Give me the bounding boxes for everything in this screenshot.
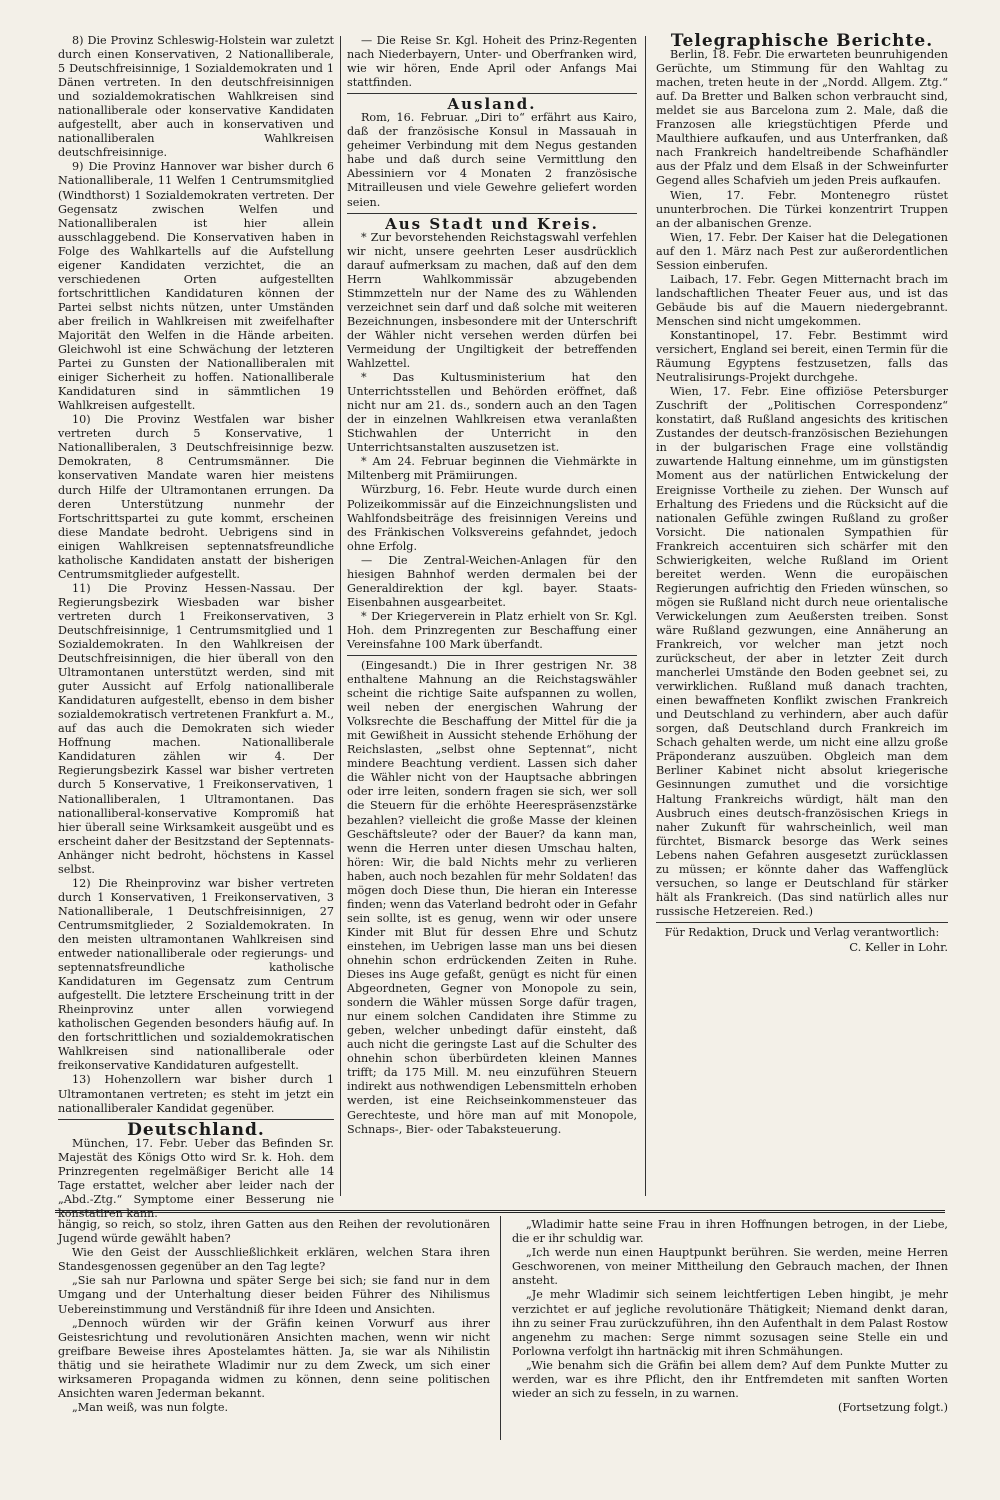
paragraph: 10) Die Provinz Westfalen war bisher vertreten durch 5 Konservative, 1 Nationalliberalen, 3 Deutschfreisinnige bezw. Demokraten, 8 Centrumsmänner. Die konservativen Mandate waren hier meistens durch Hilfe der Ultramontanen errungen. Da deren Unterstützung nunmehr der Fortschrittspartei zu gute kommt, erscheinen diese Mandate bedroht. Uebrigens sind in einigen Wahlkreisen septennatsfreundliche katholische Kandidaten anstatt der bisherigen Centrumsmitglieder aufgestellt. [58,413,334,581]
section-heading-ausland: Ausland. [447,95,537,114]
divider [347,655,637,656]
column-2 [347,34,637,1137]
paragraph: 13) Hohenzollern war bisher durch 1 Ultramontanen vertreten; es steht im jetzt ein nationalliberaler Kandidat gegenüber. [58,1073,334,1115]
paragraph: * Zur bevorstehenden Reichstagswahl verfehlen wir nicht, unsere geehrten Leser ausdrücklich darauf aufmerksam zu machen, daß auf den dem Herrn Wahlkommissär abzugebenden Stimmzetteln nur der Name des zu Wählenden verzeichnet sein darf und daß solche mit weiteren Bezeichnungen, insbesondere mit der Unterschrift der Wähler nicht versehen werden dürfen bei Vermeidung der Ungiltigkeit der betreffenden Wahlzettel. [347,230,637,371]
paragraph: „Sie sah nur Parlowna und später Serge bei sich; sie fand nur in dem Umgang und der Unterhaltung dieser beiden Führer des Nihilismus Uebereinstimmung und Verständniß für ihre Ideen und Ansichten. [58,1274,490,1316]
paragraph: „Wie benahm sich die Gräfin bei allem dem? Auf dem Punkte Mutter zu werden, war es ihre Pflicht, den ihr Entfremdeten mit sanften Worten wieder an sich zu fesseln, in zu warnen. [512,1358,948,1401]
paragraph: „Wladimir hatte seine Frau in ihren Hoffnungen betrogen, in der Liebe, die er ihr schuldig war. [512,1218,948,1246]
paragraph: Rom, 16. Februar. „Diri to“ erfährt aus Kairo, daß der französische Konsul in Massauah in geheimer Verbindung mit dem Negus gestanden habe und daß durch seine Vermittlung den Abessiniern vor 4 Monaten 2 französische Mitrailleusen und viele Gewehre geliefert worden seien. [347,111,637,209]
paragraph: „Je mehr Wladimir sich seinem leichtfertigen Leben hingibt, je mehr verzichtet er auf jegliche revolutionäre Thätigkeit; Niemand denkt daran, ihn zu seiner Frau zurückzuführen, ihn den Aufenthalt in dem Palast Rostow angenehm zu machen: Serge nimmt sozusagen seine Stelle ein und Porlowna verfolgt ihn hartnäckig mit ihren Schmähungen. [512,1288,948,1358]
paragraph: 11) Die Provinz Hessen-Nassau. Der Regierungsbezirk Wiesbaden war bisher vertreten durch 1 Freikonservativen, 3 Deutschfreisinnige, 1 Centrumsmitglied und 1 Sozialdemokraten. In den Wahlkreisen der Deutschfreisinnigen, die hier überall von den Ultramontanen unterstützt werden, sind mit guter Aussicht auf Erfolg nationalliberale Kandidaturen aufgestellt, ebenso in dem bisher sozialdemokratisch vertretenen Frankfurt a. M., auf das auch die Demokraten sich wieder Hoffnung machen. Nationalliberale Kandidaturen zählen wir 4. Der Regierungsbezirk Kassel war bisher vertreten durch 5 Konservative, 1 Freikonservativen, 1 Nationalliberalen, 1 Ultramontanen. Das nationalliberal-konservative Kompromiß hat hier überall seine Wirksamkeit ausgeübt und es erscheint daher der Besitzstand der Septennats-Anhänger nicht bedroht, höchstens in Kassel selbst. [58,581,334,876]
paragraph: — Die Reise Sr. Kgl. Hoheit des Prinz-Regenten nach Niederbayern, Unter- und Oberfranken wird, wie wir hören, Ende April oder Anfangs Mai stattfinden. [347,34,637,90]
divider [347,93,637,94]
column-3 [656,31,948,954]
divider [656,922,948,923]
paragraph: hängig, so reich, so stolz, ihren Gatten aus den Reihen der revolutionären Jugend würde gewählt haben? [58,1218,490,1246]
paragraph: München, 17. Febr. Ueber das Befinden Sr. Majestät des Königs Otto wird Sr. k. Hoh. dem Prinzregenten regelmäßiger Bericht alle 14 Tage erstattet, welcher aber leider nach der „Abd.-Ztg.“ Symptome einer Besserung nie konstatiren kann. [58,1136,334,1220]
paragraph: Konstantinopel, 17. Febr. Bestimmt wird versichert, England sei bereit, einen Termin für die Räumung Egyptens festzusetzen, falls das Neutralisirungs-Projekt durchgehe. [656,328,948,385]
column-divider [500,1216,501,1440]
column-1 [58,34,334,1221]
paragraph: Berlin, 18. Febr. Die erwarteten beunruhigenden Gerüchte, um Stimmung für den Wahltag zu machen, treten heute in der „Nordd. Allgem. Ztg.“ auf. Da Bretter und Balken schon verbraucht sind, meldet sie aus Barcelona zum 2. Male, daß die Franzosen alle kriegstüchtigen Pferde und Maulthiere aufkaufen, und aus Unterfranken, daß nach Frankreich handeltreibende Schafhändler aus der Pfalz und dem Elsaß in der Schweinfurter Gegend alles Schafvieh um jeden Preis aufkaufen. [656,48,948,188]
paragraph: 8) Die Provinz Schleswig-Holstein war zuletzt durch einen Konservativen, 2 Nationalliberale, 5 Deutschfreisinnige, 1 Sozialdemokraten und 1 Dänen vertreten. In den deutschfreisinnigen und sozialdemokratischen Wahlkreisen sind nationalliberale oder konservative Kandidaten aufgestellt, aber auch in konservativen und nationalliberalen Wahlkreisen deutschfreisinnige. [58,34,334,160]
divider [347,213,637,214]
continuation-note: (Fortsetzung folgt.) [837,1401,948,1415]
paragraph: Wien, 17. Febr. Montenegro rüstet ununterbrochen. Die Türkei konzentrirt Truppen an der albanischen Grenze. [656,188,948,230]
paragraph: Wien, 17. Febr. Eine offiziöse Petersburger Zuschrift der „Politischen Correspondenz“ konstatirt, daß Rußland angesichts des kritischen Zustandes der deutsch-französischen Beziehungen in der bulgarischen Frage eine vollständig zuwartende Haltung einnehme, um im günstigsten Moment aus der natürlichen Entwickelung der Ereignisse Vortheile zu ziehen. Der Wunsch auf Erhaltung des Friedens und die Rücksicht auf die nationalen Gefühle zwingen Rußland zu großer Vorsicht. Die nationalen Sympathien für Frankreich accentuiren sich schärfer mit den Schwierigkeiten, welche Rußland im Orient bereitet werden. Wenn die europäischen Regierungen aufrichtig den Frieden wünschen, so mögen sie Rußland nicht durch neue orientalische Verwickelungen zum Aeußersten treiben. Sonst wäre Rußland gezwungen, eine Annäherung an Frankreich, vor welcher man jetzt noch zurückscheut, der aber in letzter Zeit durch mancherlei Umstände den Boden geebnet sei, zu verwirklichen. Rußland muß danach trachten, einen bewaffneten Konflikt zwischen Frankreich und Deutschland zu verhindern, aber auch dafür sorgen, daß Deutschland durch Frankreich im Schach gehalten werde, um nicht eine allzu große Präponderanz auszuüben. Obgleich man dem Berliner Kabinet nicht absolut kriegerische Gesinnungen zumuthet und die vorsichtige Haltung Frankreichs würdigt, hält man den Ausbruch eines deutsch-französischen Kriegs in naher Zukunft für wahrscheinlich, weil man fürchtet, Bismarck besorge das Werk seines Lebens nahen Gefahren ausgesetzt zurücklassen zu müssen; er könnte daher das Waffenglück versuchen, so lange er Deutschland für stärker hält als Frankreich. (Das sind natürlich alles nur russische Hetzereien. Red.) [656,385,948,918]
paragraph: * Am 24. Februar beginnen die Viehmärkte in Miltenberg mit Prämiirungen. [347,455,637,483]
column-divider [645,36,646,1196]
paragraph: (Eingesandt.) Die in Ihrer gestrigen Nr. 38 enthaltene Mahnung an die Reichstagswähler scheint die richtige Saite aufspannen zu wollen, weil neben der energischen Wahrung der Volksrechte die Beschaffung der Mittel für die ja mit Gewißheit in Aussicht stehende Erhöhung der Reichslasten, „selbst ohne Septennat“, nicht mindere Beachtung verdient. Lassen sich daher die Wähler nicht von der Hauptsache abbringen oder irre leiten, sondern fragen sie sich, wer soll die Steuern für die erhöhte Heerespräsenzstärke bezahlen? vielleicht die große Masse der kleinen Geschäftsleute? oder der Bauer? da kann man, wenn die Herren unter diesen Umschau halten, hören: Wir, die bald Nichts mehr zu verlieren haben, auch noch bezahlen für mehr Soldaten! das mögen doch Diese thun, Die hieran ein Interesse finden; wenn das Vaterland bedroht oder in Gefahr sein sollte, ist es genug, wenn wir oder unsere Kinder mit Blut für dessen Ehre und Schutz einstehen, im Uebrigen lasse man uns bei diesen ohnehin schon erdrückenden Zeiten in Ruhe. Dieses ins Auge gefaßt, genügt es nicht für einen Abgeordneten, Gegner von Monopole zu sein, sondern die Wähler müssen Sorge dafür tragen, nur einem solchen Candidaten ihre Stimme zu geben, welcher unbedingt dafür einsteht, daß auch nicht die geringste Last auf die Schulter des ohnehin schon überbürdeten kleinen Mannes trifft; da 175 Mill. M. neu einzuführen Steuern indirekt aus nothwendigen Lebensmitteln erhoben werden, ist eine Reichseinkommensteuer das Gerechteste, und höre man auf mit Monopole, Schnaps-, Bier- oder Tabaksteuerung. [347,659,637,1136]
column-divider [340,36,341,1196]
feuilleton-column-1 [58,1218,490,1415]
paragraph: „Man weiß, was nun folgte. [72,1401,229,1415]
feuilleton-divider [55,1210,945,1213]
paragraph: * Das Kultusministerium hat den Unterrichtsstellen und Behörden eröffnet, daß nicht nur am 21. ds., sondern auch an den Tagen der in einzelnen Wahlkreisen etwa veranlaßten Stichwahlen der Unterricht in den Unterrichtsanstalten auszusetzen ist. [347,371,637,455]
imprint-publisher: C. Keller in Lohr. [849,940,948,954]
section-heading-stadt-und-kreis: Aus Stadt und Kreis. [385,214,599,233]
paragraph: Wien, 17. Febr. Der Kaiser hat die Delegationen auf den 1. März nach Pest zur außerordentlichen Session einberufen. [656,230,948,272]
paragraph: — Die Zentral-Weichen-Anlagen für den hiesigen Bahnhof werden dermalen bei der Generaldirektion der kgl. bayer. Staats-Eisenbahnen ausgearbeitet. [347,553,637,609]
section-heading-deutschland: Deutschland. [127,1119,265,1140]
paragraph: 12) Die Rheinprovinz war bisher vertreten durch 1 Konservativen, 1 Freikonservativen, 3 Nationalliberale, 1 Deutschfreisinnigen, 27 Centrumsmitglieder, 2 Sozialdemokraten. In den meisten ultramontanen Wahlkreisen sind entweder nationalliberale oder regierungs- und septennatsfreundliche katholische Kandidaturen im Gegensatz zum Centrum aufgestellt. Die letztere Erscheinung tritt in der Rheinprovinz unter allen vorwiegend katholischen Gegenden besonders häufig auf. In den fortschrittlichen und sozialdemokratischen Wahlkreisen sind nationalliberale oder freikonservative Kandidaturen aufgestellt. [58,876,334,1073]
paragraph: Würzburg, 16. Febr. Heute wurde durch einen Polizeikommissär auf die Einzeichnungslisten und Wahlfondsbeiträge des freisinnigen Vereins und des Fränkischen Volksvereins gefahndet, jedoch ohne Erfolg. [347,483,637,553]
paragraph: 9) Die Provinz Hannover war bisher durch 6 Nationalliberale, 11 Welfen 1 Centrumsmitglied (Windthorst) 1 Sozialdemokraten vertreten. Der Gegensatz zwischen Welfen und Nationalliberalen ist hier allein ausschlaggebend. Die Konservativen haben in Folge des Wahlkartells auf die Aufstellung eigener Kandidaten verzichtet, die an verschiedenen Orten aufgestellten fortschrittlichen Kandidaturen können der Partei selbst nichts nützen, unter Umständen aber freilich in Wahlkreisen mit zweifelhafter Majorität den Welfen in die Hände arbeiten. Gleichwohl ist eine Schwächung der letzteren Partei zu Gunsten der Nationalliberalen mit einiger Sicherheit zu hoffen. Nationalliberale Kandidaturen sind in sämmtlichen 19 Wahlkreisen aufgestellt. [58,160,334,413]
imprint-line: Für Redaktion, Druck und Verlag verantwortlich: [664,925,940,939]
paragraph: * Der Kriegerverein in Platz erhielt von Sr. Kgl. Hoh. dem Prinzregenten zur Beschaffung einer Vereinsfahne 100 Mark überfandt. [347,609,637,651]
paragraph: Laibach, 17. Febr. Gegen Mitternacht brach im landschaftlichen Theater Feuer aus, und ist das Gebäude bis auf die Mauern niedergebrannt. Menschen sind nicht umgekommen. [656,272,948,328]
paragraph: „Ich werde nun einen Hauptpunkt berühren. Sie werden, meine Herren Geschworenen, von meiner Mittheilung den Gebrauch machen, der Ihnen ansteht. [512,1246,948,1288]
paragraph: Wie den Geist der Ausschließlichkeit erklären, welchen Stara ihren Standesgenossen gegenüber an den Tag legte? [58,1246,490,1274]
section-heading-telegraphische-berichte: Telegraphische Berichte. [670,31,934,51]
paragraph: „Dennoch würden wir der Gräfin keinen Vorwurf aus ihrer Geistesrichtung und revolutionären Ansichten machen, wenn wir nicht greifbare Beweise ihres Apostelamtes hätten. Ja, sie war als Nihilistin thätig und sie heirathete Wladimir nur zu dem Zweck, um sich einer wirksameren Propaganda widmen zu können, denn seine politischen Ansichten waren Jederman bekannt. [58,1316,490,1401]
feuilleton-column-2 [512,1218,948,1415]
